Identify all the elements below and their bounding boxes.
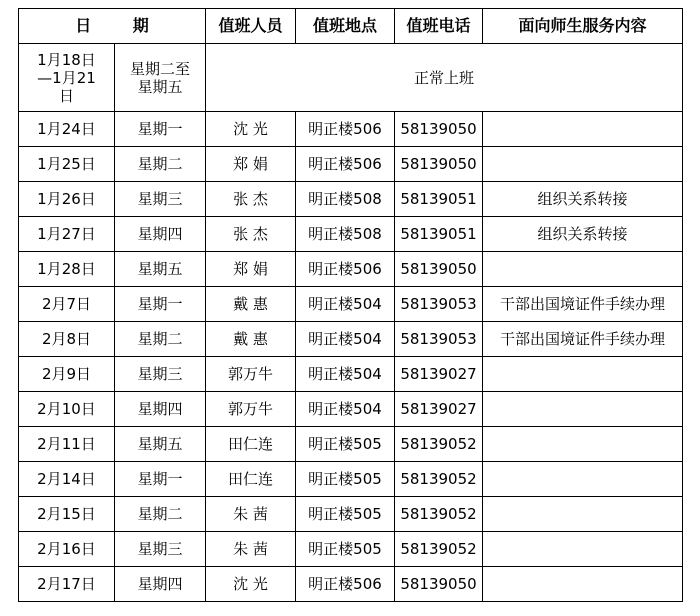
table-row [19, 112, 683, 147]
cell-phone: 58139027 [395, 357, 483, 392]
cell-weekday: 星期二 [115, 497, 206, 532]
cell-service [483, 567, 683, 602]
cell-date: 2月10日 [19, 392, 115, 427]
cell-phone: 58139052 [395, 427, 483, 462]
duty-schedule-table [18, 8, 683, 602]
table-row [19, 392, 683, 427]
cell-weekday: 星期五 [115, 252, 206, 287]
header-phone: 值班电话 [395, 9, 483, 44]
cell-service [483, 252, 683, 287]
table-header-row [19, 9, 683, 44]
cell-phone: 58139051 [395, 182, 483, 217]
cell-person: 朱 茜 [206, 532, 296, 567]
cell-service [483, 147, 683, 182]
cell-person: 田仁连 [206, 462, 296, 497]
cell-date: 2月17日 [19, 567, 115, 602]
cell-weekday: 星期五 [115, 427, 206, 462]
cell-place: 明正楼505 [296, 462, 395, 497]
cell-phone: 58139050 [395, 147, 483, 182]
cell-person: 戴 惠 [206, 287, 296, 322]
cell-place: 明正楼506 [296, 252, 395, 287]
cell-note: 正常上班 [206, 44, 683, 112]
cell-person: 戴 惠 [206, 322, 296, 357]
cell-service [483, 112, 683, 147]
table-row [19, 182, 683, 217]
cell-person: 沈 光 [206, 567, 296, 602]
cell-date: 2月16日 [19, 532, 115, 567]
cell-weekday: 星期二至星期五 [115, 44, 206, 112]
cell-person: 田仁连 [206, 427, 296, 462]
cell-place: 明正楼506 [296, 147, 395, 182]
cell-phone: 58139051 [395, 217, 483, 252]
cell-date: 1月24日 [19, 112, 115, 147]
cell-date: 2月14日 [19, 462, 115, 497]
table-row [19, 497, 683, 532]
cell-place: 明正楼508 [296, 217, 395, 252]
cell-date: 2月8日 [19, 322, 115, 357]
table-row [19, 252, 683, 287]
cell-weekday: 星期四 [115, 567, 206, 602]
cell-phone: 58139053 [395, 322, 483, 357]
table-row [19, 147, 683, 182]
cell-place: 明正楼504 [296, 287, 395, 322]
header-service: 面向师生服务内容 [483, 9, 683, 44]
cell-service: 组织关系转接 [483, 182, 683, 217]
cell-service: 干部出国境证件手续办理 [483, 322, 683, 357]
cell-service [483, 532, 683, 567]
cell-place: 明正楼504 [296, 322, 395, 357]
cell-service: 干部出国境证件手续办理 [483, 287, 683, 322]
cell-place: 明正楼504 [296, 392, 395, 427]
cell-weekday: 星期二 [115, 322, 206, 357]
cell-date: 2月9日 [19, 357, 115, 392]
cell-phone: 58139053 [395, 287, 483, 322]
cell-weekday: 星期三 [115, 532, 206, 567]
cell-weekday: 星期四 [115, 392, 206, 427]
cell-person: 郭万牛 [206, 357, 296, 392]
cell-weekday: 星期三 [115, 182, 206, 217]
cell-date: 1月25日 [19, 147, 115, 182]
cell-phone: 58139052 [395, 532, 483, 567]
cell-service [483, 427, 683, 462]
cell-place: 明正楼506 [296, 112, 395, 147]
cell-service [483, 357, 683, 392]
cell-phone: 58139050 [395, 112, 483, 147]
cell-place: 明正楼508 [296, 182, 395, 217]
cell-date: 1月27日 [19, 217, 115, 252]
cell-weekday: 星期一 [115, 462, 206, 497]
header-person: 值班人员 [206, 9, 296, 44]
cell-weekday: 星期二 [115, 147, 206, 182]
cell-phone: 58139050 [395, 252, 483, 287]
cell-weekday: 星期一 [115, 112, 206, 147]
table-row [19, 532, 683, 567]
cell-weekday: 星期四 [115, 217, 206, 252]
cell-phone: 58139052 [395, 497, 483, 532]
table-row [19, 322, 683, 357]
cell-place: 明正楼505 [296, 427, 395, 462]
cell-person: 张 杰 [206, 182, 296, 217]
table-row [19, 427, 683, 462]
cell-place: 明正楼504 [296, 357, 395, 392]
table-row [19, 567, 683, 602]
cell-service [483, 497, 683, 532]
header-place: 值班地点 [296, 9, 395, 44]
cell-person: 郑 娟 [206, 252, 296, 287]
cell-date: 2月11日 [19, 427, 115, 462]
cell-place: 明正楼505 [296, 497, 395, 532]
cell-date: 1月26日 [19, 182, 115, 217]
cell-person: 朱 茜 [206, 497, 296, 532]
cell-phone: 58139052 [395, 462, 483, 497]
cell-phone: 58139050 [395, 567, 483, 602]
cell-date: 2月7日 [19, 287, 115, 322]
table-row [19, 357, 683, 392]
cell-person: 沈 光 [206, 112, 296, 147]
cell-service [483, 392, 683, 427]
cell-date: 2月15日 [19, 497, 115, 532]
table-row-first [19, 44, 683, 112]
cell-service: 组织关系转接 [483, 217, 683, 252]
cell-phone: 58139027 [395, 392, 483, 427]
header-date: 日 期 [19, 9, 206, 44]
table-row [19, 287, 683, 322]
cell-place: 明正楼505 [296, 532, 395, 567]
table-row [19, 462, 683, 497]
cell-service [483, 462, 683, 497]
table-row [19, 217, 683, 252]
table-body [19, 112, 683, 602]
cell-place: 明正楼506 [296, 567, 395, 602]
cell-weekday: 星期一 [115, 287, 206, 322]
cell-person: 张 杰 [206, 217, 296, 252]
cell-date: 1月28日 [19, 252, 115, 287]
cell-person: 郭万牛 [206, 392, 296, 427]
cell-weekday: 星期三 [115, 357, 206, 392]
cell-date: 1月18日—1月21日 [19, 44, 115, 112]
cell-person: 郑 娟 [206, 147, 296, 182]
